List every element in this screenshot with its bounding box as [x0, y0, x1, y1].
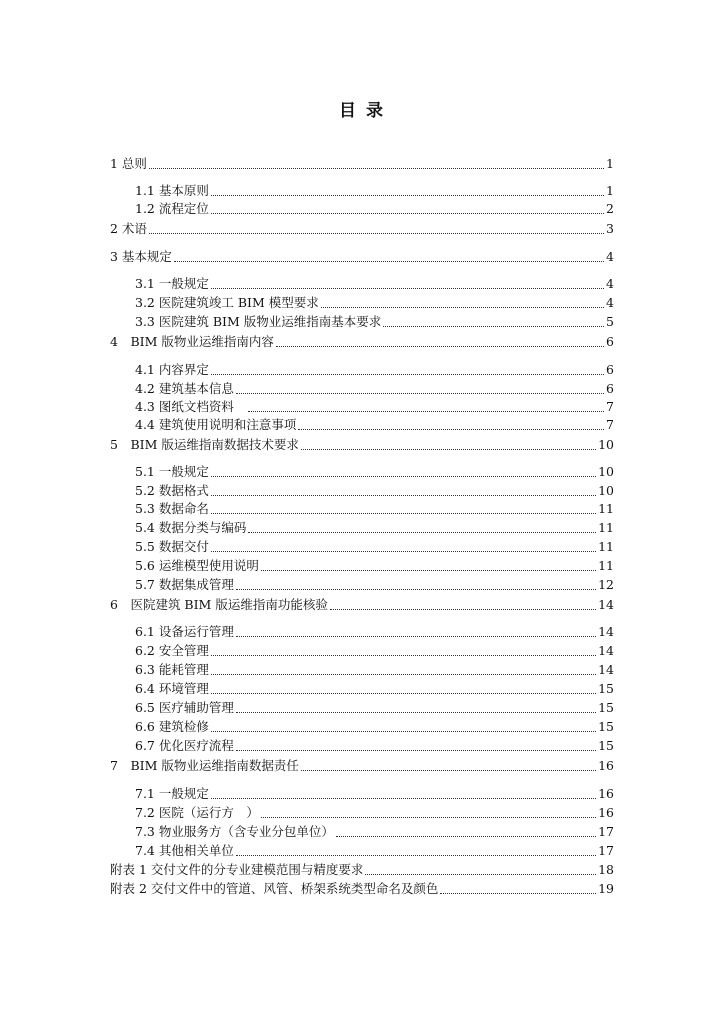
toc-entry-label: 5.1 一般规定: [135, 464, 209, 479]
toc-entry[interactable]: [110, 247, 614, 265]
toc-entry-page: 14: [598, 624, 614, 639]
toc-entry-page: 14: [598, 597, 614, 612]
toc-entry-label: 4.2 建筑基本信息: [135, 381, 234, 396]
toc-entry-label: 7 BIM 版物业运维指南数据责任: [110, 758, 299, 773]
toc-entry[interactable]: [110, 595, 614, 613]
toc-entry-label: 5.6 运维模型使用说明: [135, 558, 259, 573]
toc-entry-page: 15: [598, 738, 614, 753]
toc-entry-page: 19: [598, 881, 614, 896]
toc-entry-page: 4: [606, 249, 614, 264]
toc-entry[interactable]: [110, 332, 614, 350]
toc-entry[interactable]: [110, 154, 614, 172]
toc-entry[interactable]: [135, 679, 614, 697]
toc-entry-page: 4: [606, 295, 614, 310]
page-title: 目 录: [339, 101, 385, 121]
toc-dot-leader: [211, 476, 596, 477]
toc-dot-leader: [211, 213, 604, 214]
toc-entry-page: 16: [598, 805, 614, 820]
toc-entry[interactable]: [135, 698, 614, 716]
toc-dot-leader: [261, 817, 596, 818]
toc-entry[interactable]: [135, 717, 614, 735]
toc-entry-page: 10: [598, 464, 614, 479]
toc-dot-leader: [236, 636, 596, 637]
toc-dot-leader: [383, 326, 604, 327]
toc-entry[interactable]: [135, 622, 614, 640]
toc-dot-leader: [336, 836, 596, 837]
toc-entry-label: 3.1 一般规定: [135, 276, 209, 291]
toc-entry-page: 14: [598, 662, 614, 677]
toc-entry-page: 11: [598, 520, 614, 535]
toc-entry[interactable]: [135, 736, 614, 754]
toc-entry-label: 6.1 设备运行管理: [135, 624, 234, 639]
toc-dot-leader: [174, 261, 604, 262]
toc-entry-page: 15: [598, 681, 614, 696]
toc-dot-leader: [211, 495, 596, 496]
toc-entry[interactable]: [110, 879, 614, 897]
toc-dot-leader: [236, 855, 596, 856]
toc-entry[interactable]: [135, 312, 614, 330]
toc-dot-leader: [211, 551, 596, 552]
toc-entry-page: 5: [606, 314, 614, 329]
toc-entry-label: 3.3 医院建筑 BIM 版物业运维指南基本要求: [135, 314, 382, 329]
toc-entry[interactable]: [110, 756, 614, 774]
toc-entry[interactable]: [135, 641, 614, 659]
toc-dot-leader: [248, 532, 596, 533]
toc-entry-page: 1: [606, 156, 614, 171]
toc-entry[interactable]: [135, 575, 614, 593]
toc-entry-label: 3 基本规定: [110, 249, 172, 264]
toc-entry-page: 11: [598, 501, 614, 516]
toc-entry[interactable]: [135, 822, 614, 840]
toc-entry[interactable]: [110, 435, 614, 453]
toc-dot-leader: [149, 168, 604, 169]
toc-entry-label: 3.2 医院建筑竣工 BIM 模型要求: [135, 295, 319, 310]
toc-entry[interactable]: [135, 360, 614, 378]
toc-entry-page: 14: [598, 643, 614, 658]
toc-dot-leader: [211, 693, 596, 694]
toc-entry-page: 6: [606, 334, 614, 349]
toc-entry-page: 17: [598, 824, 614, 839]
toc-dot-leader: [330, 609, 596, 610]
toc-entry-label: 4.4 建筑使用说明和注意事项: [135, 417, 297, 432]
toc-entry-label: 7.4 其他相关单位: [135, 843, 234, 858]
toc-entry-label: 5.7 数据集成管理: [135, 577, 234, 592]
toc-entry-page: 10: [598, 483, 614, 498]
toc-entry[interactable]: [135, 462, 614, 480]
toc-dot-leader: [149, 233, 604, 234]
toc-entry-label: 5 BIM 版运维指南数据技术要求: [110, 437, 299, 452]
toc-entry[interactable]: [135, 518, 614, 536]
toc-dot-leader: [276, 346, 604, 347]
toc-entry[interactable]: [135, 274, 614, 292]
toc-entry[interactable]: [135, 499, 614, 517]
toc-entry-page: 3: [606, 221, 614, 236]
toc-dot-leader: [236, 712, 596, 713]
toc-dot-leader: [236, 393, 604, 394]
toc-dot-leader: [211, 513, 596, 514]
toc-entry-page: 6: [606, 381, 614, 396]
toc-entry-label: 1.2 流程定位: [135, 201, 209, 216]
toc-entry-label: 6.5 医疗辅助管理: [135, 700, 234, 715]
toc-entry-page: 7: [606, 417, 614, 432]
toc-entry-label: 6.3 能耗管理: [135, 662, 209, 677]
toc-entry-label: 4.3 图纸文档资料: [135, 399, 247, 414]
toc-entry[interactable]: [135, 415, 614, 433]
toc-entry[interactable]: [135, 181, 614, 199]
toc-entry[interactable]: [135, 537, 614, 555]
toc-entry-page: 1: [606, 183, 614, 198]
toc-entry-label: 7.2 医院（运行方 ）: [135, 805, 259, 820]
toc-entry-page: 7: [606, 399, 614, 414]
toc-entry[interactable]: [135, 397, 614, 415]
toc-entry-label: 5.3 数据命名: [135, 501, 209, 516]
toc-entry-page: 6: [606, 362, 614, 377]
toc-dot-leader: [211, 374, 604, 375]
toc-entry-page: 11: [598, 539, 614, 554]
toc-entry-label: 4 BIM 版物业运维指南内容: [110, 334, 274, 349]
toc-entry-page: 10: [598, 437, 614, 452]
toc-entry-page: 18: [598, 862, 614, 877]
toc-entry-page: 15: [598, 719, 614, 734]
toc-dot-leader: [211, 674, 596, 675]
toc-entry-label: 附表 2 交付文件中的管道、风管、桥架系统类型命名及颜色: [110, 881, 439, 896]
toc-dot-leader: [321, 307, 604, 308]
toc-entry-label: 附表 1 交付文件的分专业建模范围与精度要求: [110, 862, 364, 877]
toc-entry-page: 2: [606, 201, 614, 216]
toc-entry-label: 7.3 物业服务方（含专业分包单位）: [135, 824, 334, 839]
toc-entry-label: 6 医院建筑 BIM 版运维指南功能核验: [110, 597, 328, 612]
toc-entry[interactable]: [135, 803, 614, 821]
toc-entry[interactable]: [135, 199, 614, 217]
toc-entry-page: 17: [598, 843, 614, 858]
toc-dot-leader: [440, 893, 596, 894]
toc-entry-label: 7.1 一般规定: [135, 786, 209, 801]
toc-entry[interactable]: [135, 556, 614, 574]
toc-entry-page: 16: [598, 758, 614, 773]
toc-entry-page: 4: [606, 276, 614, 291]
toc-dot-leader: [248, 411, 604, 412]
toc-entry-label: 6.7 优化医疗流程: [135, 738, 234, 753]
toc-dot-leader: [236, 750, 596, 751]
toc-entry-label: 6.4 环境管理: [135, 681, 209, 696]
toc-entry-label: 1 总则: [110, 156, 147, 171]
toc-entry[interactable]: [135, 841, 614, 859]
toc-dot-leader: [301, 449, 596, 450]
toc-dot-leader: [365, 874, 596, 875]
toc-entry-label: 2 术语: [110, 221, 147, 236]
toc-dot-leader: [211, 288, 604, 289]
toc-entry[interactable]: [135, 784, 614, 802]
toc-entry-page: 12: [598, 577, 614, 592]
toc-dot-leader: [261, 570, 596, 571]
toc-entry-label: 6.6 建筑检修: [135, 719, 209, 734]
toc-entry[interactable]: [110, 860, 614, 878]
toc-dot-leader: [211, 655, 596, 656]
toc-dot-leader: [211, 731, 596, 732]
toc-entry[interactable]: [135, 293, 614, 311]
toc-entry-label: 6.2 安全管理: [135, 643, 209, 658]
toc-entry-page: 11: [598, 558, 614, 573]
toc-dot-leader: [301, 770, 596, 771]
toc-entry-label: 5.5 数据交付: [135, 539, 209, 554]
toc-entry-label: 4.1 内容界定: [135, 362, 209, 377]
toc-entry-page: 15: [598, 700, 614, 715]
toc-entry[interactable]: [135, 481, 614, 499]
toc-entry-label: 5.2 数据格式: [135, 483, 209, 498]
toc-dot-leader: [211, 195, 604, 196]
toc-dot-leader: [211, 798, 596, 799]
toc-entry[interactable]: [110, 219, 614, 237]
toc-entry[interactable]: [135, 379, 614, 397]
toc-dot-leader: [298, 429, 604, 430]
toc-dot-leader: [236, 589, 596, 590]
toc-entry[interactable]: [135, 660, 614, 678]
toc-entry-label: 1.1 基本原则: [135, 183, 209, 198]
toc-entry-page: 16: [598, 786, 614, 801]
toc-entry-label: 5.4 数据分类与编码: [135, 520, 247, 535]
